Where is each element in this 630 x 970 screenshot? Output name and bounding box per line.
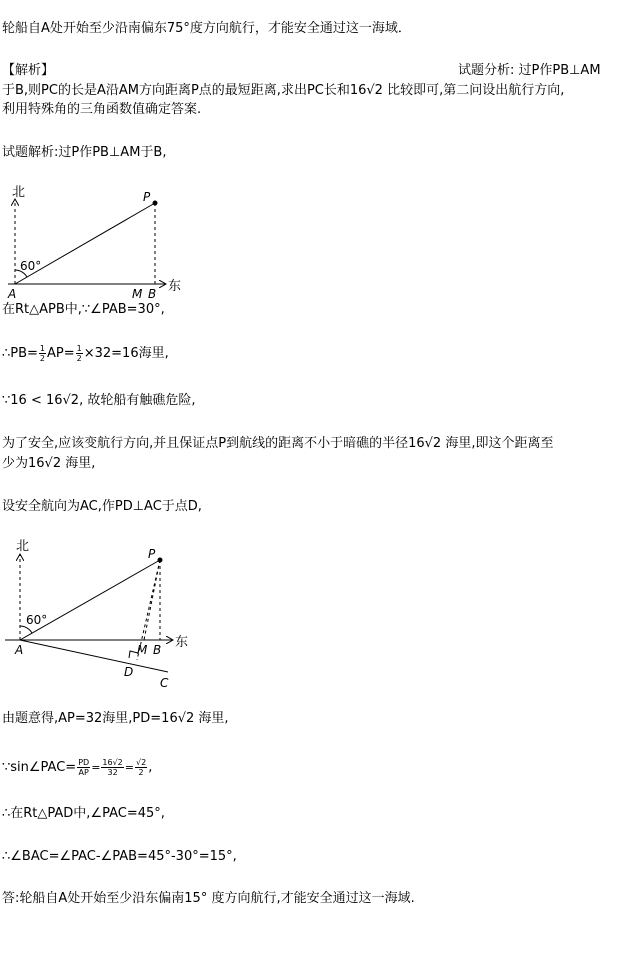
label-B: B	[148, 287, 157, 301]
point-P	[158, 558, 163, 563]
fraction-den: 2	[76, 354, 82, 363]
label-D: D	[124, 665, 134, 679]
angle-arc	[20, 626, 32, 633]
label-north: 北	[16, 539, 30, 554]
point-P	[153, 201, 158, 206]
solution-line-2: 在Rt△APB中,∵∠PAB=30°,	[2, 302, 165, 317]
fraction-den: AP	[78, 768, 89, 777]
label-P: P	[148, 547, 156, 561]
label-north: 北	[12, 185, 26, 200]
solution-line-10: ∴在Rt△PAD中,∠PAC=45°,	[2, 806, 165, 821]
figure-2	[0, 530, 200, 695]
conclusion-line-1: 轮船自A处开始至少沿南偏东75°度方向航行，才能安全通过这一海域．	[2, 21, 411, 36]
ap-text: AP=	[47, 346, 75, 361]
fraction-num: PD	[78, 758, 90, 767]
solution-line-5: 为了安全,应该变航行方向,并且保证点P到航线的距离不小于暗礁的半径16√2 海里,即这个距离至	[2, 436, 554, 451]
fraction-den: 32	[107, 768, 118, 777]
label-P: P	[143, 190, 151, 204]
pb-prefix: ∴PB=	[2, 346, 38, 361]
fraction-den: 2	[138, 768, 144, 777]
solution-line-4: ∵16 < 16√2, 故轮船有触礁危险,	[2, 393, 196, 408]
fraction-den: 2	[39, 354, 46, 363]
label-A: A	[8, 287, 17, 301]
analysis-line-2: 利用特殊角的三角函数值确定答案.	[2, 102, 202, 117]
label-M: M	[137, 643, 148, 657]
solution-line-8: 由题意得,AP=32海里,PD=16√2 海里,	[2, 711, 229, 726]
solution-line-3	[2, 344, 169, 363]
analysis-line-1: 于B,则PC的长是A沿AM方向距离P点的最短距离,求出PC长和16√2 比较即可,第二问设出航行方向,	[2, 83, 565, 98]
sin-end: ,	[148, 760, 153, 775]
label-A: A	[15, 643, 24, 657]
figure-1	[0, 180, 200, 305]
answer-line: 答:轮船自A处开始至少沿东偏南15° 度方向航行,才能安全通过这一海域.	[2, 891, 415, 906]
sin-prefix: ∵sin∠PAC=	[2, 760, 77, 775]
solution-line-11: ∴∠BAC=∠PAC-∠PAB=45°-30°=15°,	[2, 849, 237, 864]
label-M: M	[132, 287, 143, 301]
fraction-half-1	[39, 344, 46, 363]
analysis-label: 试题分析: 过P作PB⊥AM	[458, 63, 601, 78]
label-east: 东	[175, 635, 189, 650]
solution-line-7: 设安全航向为AC,作PD⊥AC于点D,	[2, 499, 202, 514]
fraction-half-2	[76, 344, 83, 363]
fraction-num: √2	[136, 758, 147, 767]
label-angle: 60°	[20, 259, 42, 273]
fraction-pd-ap	[77, 758, 90, 777]
solution-line-6: 少为16√2 海里,	[2, 456, 96, 471]
fraction-num: 16√2	[102, 758, 123, 767]
fraction-root2-2	[135, 758, 147, 777]
pb-result: ×32=16海里,	[83, 346, 169, 361]
label-angle: 60°	[26, 613, 48, 627]
equals-2: =	[124, 761, 134, 774]
label-east: 东	[168, 279, 182, 294]
line-AP	[20, 560, 160, 640]
section-label: 【解析】	[2, 63, 55, 78]
fraction-num: 1	[76, 344, 82, 353]
line-PM	[144, 560, 160, 640]
label-B: B	[153, 643, 162, 657]
label-C: C	[160, 676, 169, 690]
solution-line-1: 试题解析:过P作PB⊥AM于B,	[2, 145, 167, 160]
fraction-16root2-32	[101, 758, 123, 777]
equals-1: =	[91, 761, 101, 774]
fraction-num: 1	[39, 344, 46, 353]
solution-line-9	[2, 758, 152, 777]
